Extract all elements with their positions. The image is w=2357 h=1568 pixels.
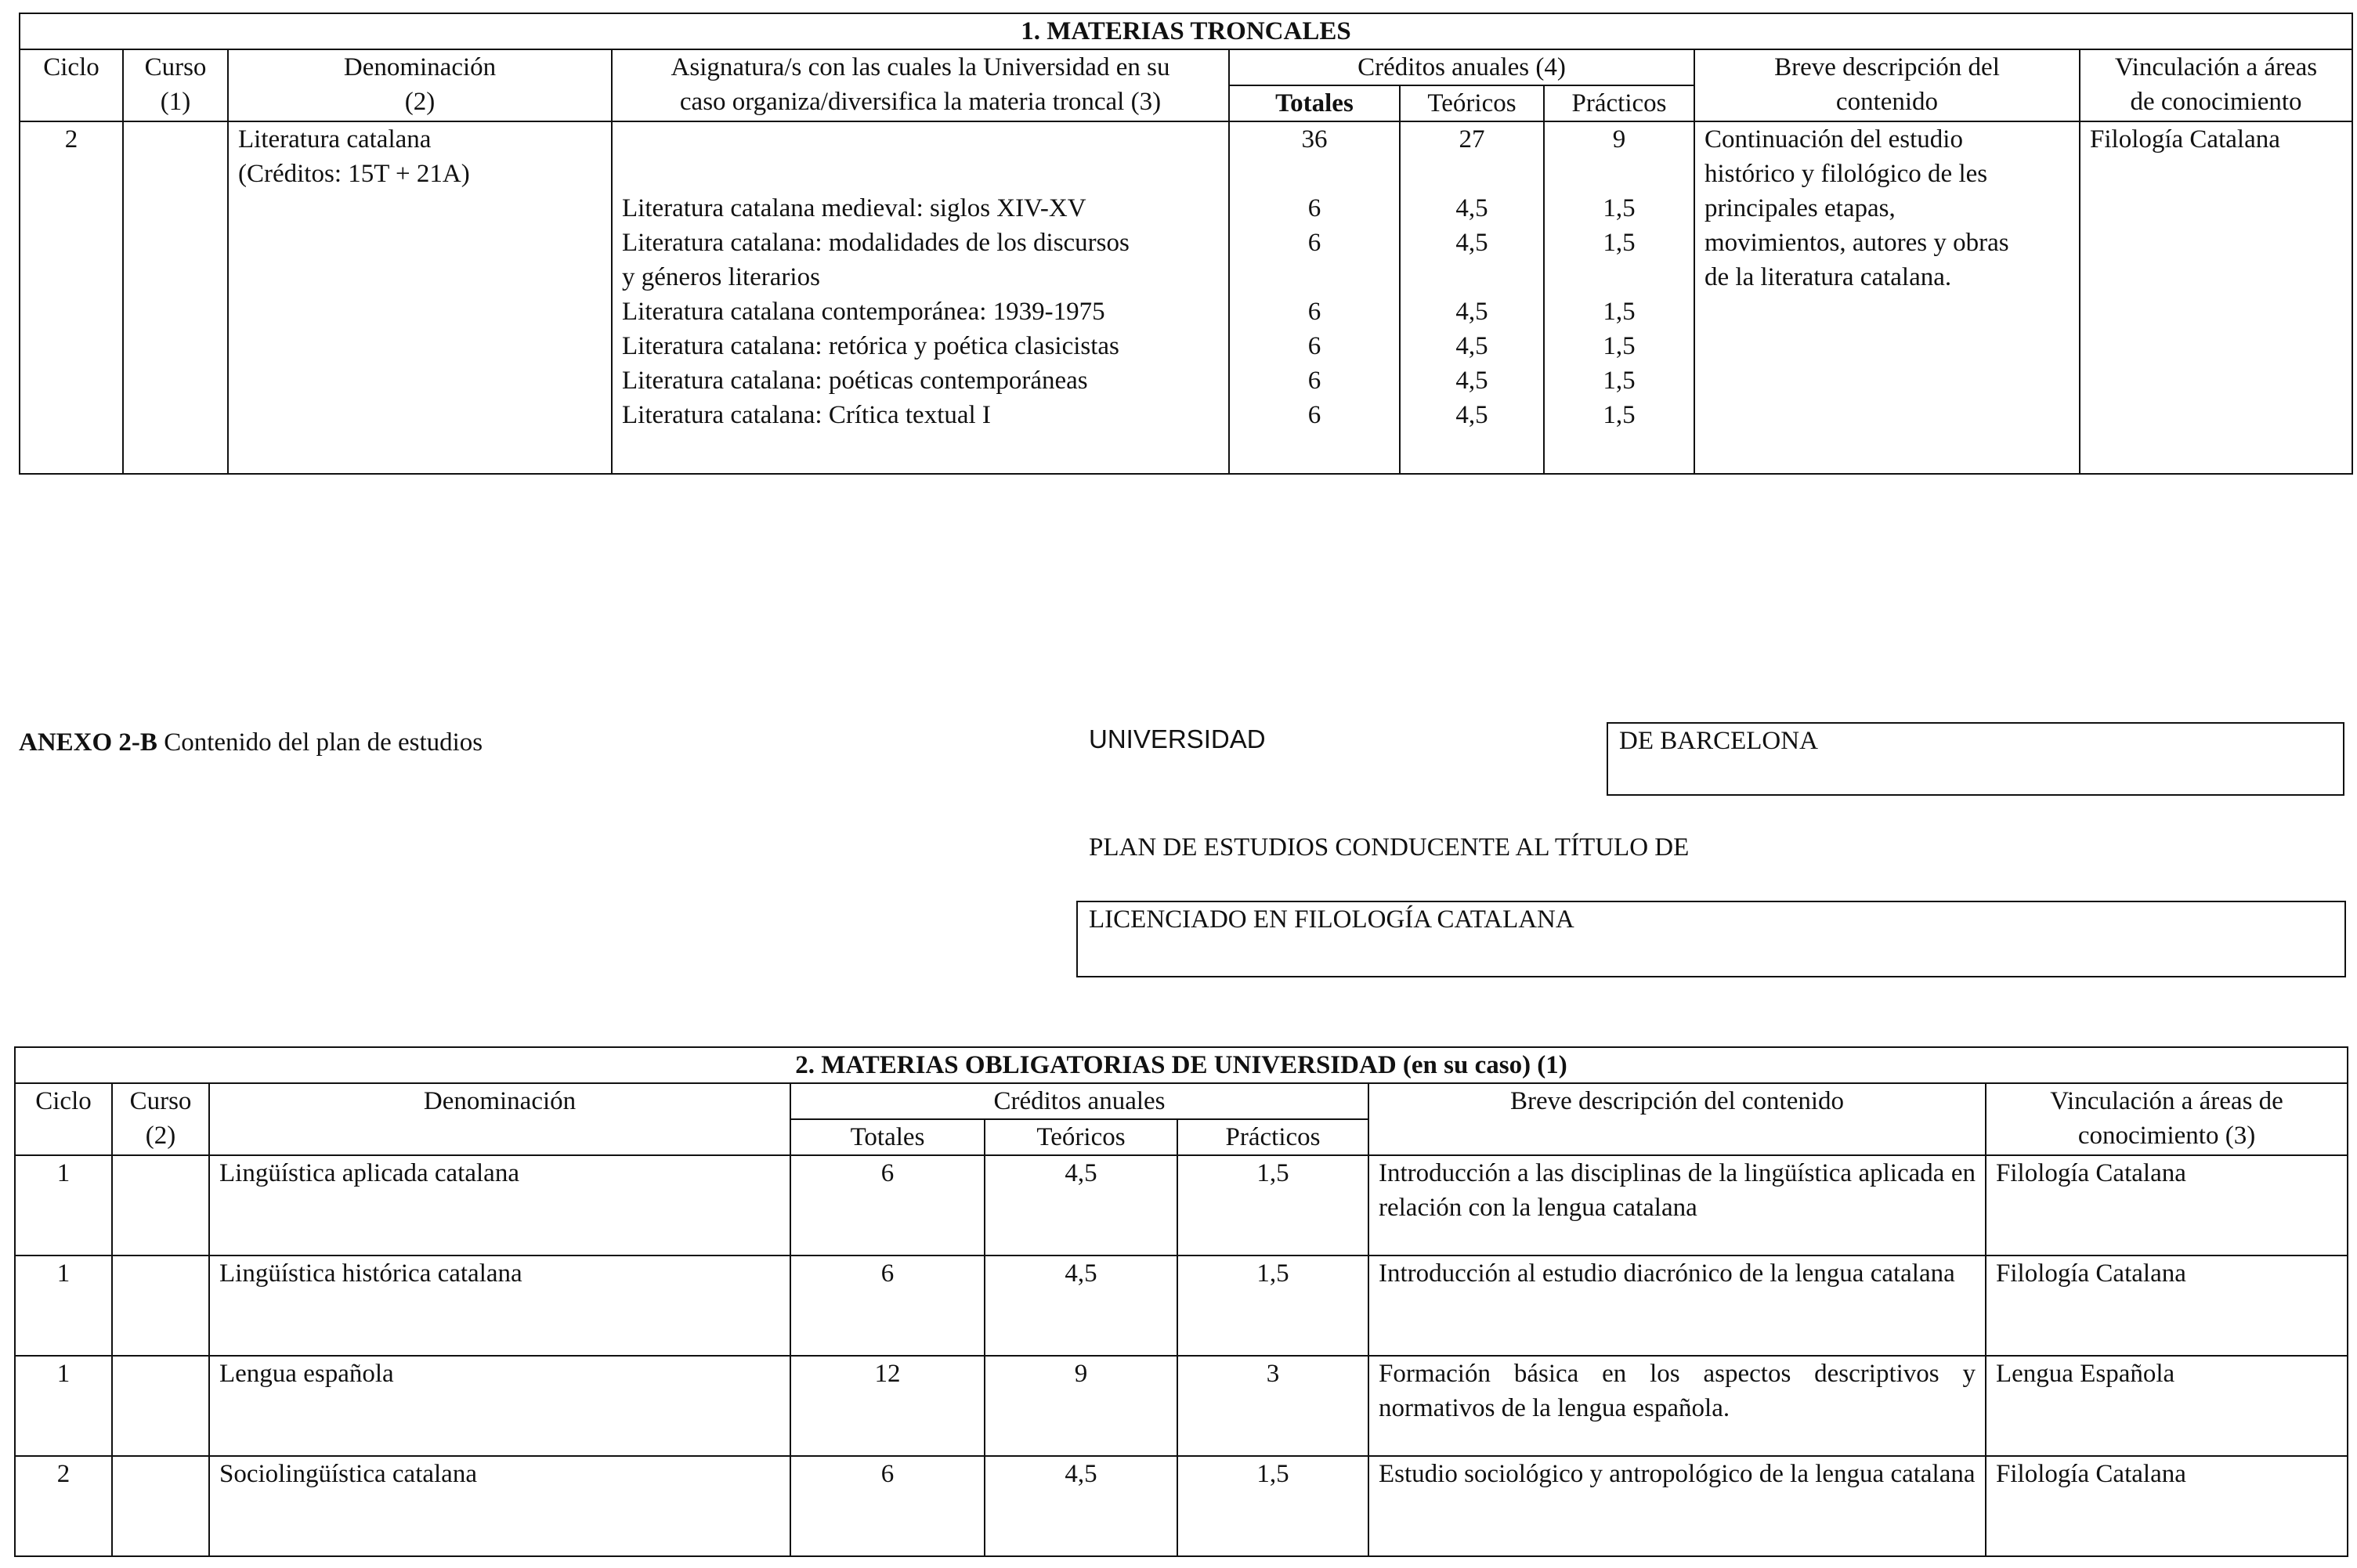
table-row [15,1456,2348,1556]
row-practicos: 9 1,5 1,5 1,5 1,5 1,5 1,5 [1544,121,1694,474]
table-row [15,1155,2348,1255]
cell-vinculacion: Filología Catalana [1986,1456,2348,1556]
cell-ciclo: 1 [15,1356,112,1456]
cell-denominacion: Lingüística aplicada catalana [209,1155,790,1255]
cell-descripcion: Introducción a las disciplinas de la lingüística aplicada en relación con la lengua catalana [1368,1155,1986,1255]
cell-totales: 6 [790,1456,985,1556]
cell-vinculacion: Filología Catalana [1986,1155,2348,1255]
cell-totales: 6 [790,1155,985,1255]
plan-label: PLAN DE ESTUDIOS CONDUCENTE AL TÍTULO DE [1089,833,1690,862]
cell-teoricos: 4,5 [985,1456,1177,1556]
cell-curso [112,1255,209,1356]
row-ciclo: 2 [20,121,123,474]
universidad-value: DE BARCELONA [1619,727,1818,755]
col-header-vinculacion: Vinculación a áreas de conocimiento [2080,49,2352,121]
titulo-value: LICENCIADO EN FILOLOGÍA CATALANA [1089,905,1574,934]
titulo-value-box [1076,901,2346,977]
cell-denominacion: Lengua española [209,1356,790,1456]
t2-col-header-totales: Totales [790,1119,985,1155]
cell-practicos: 1,5 [1177,1255,1368,1356]
cell-vinculacion: Lengua Española [1986,1356,2348,1456]
row-asignaturas: Literatura catalana medieval: siglos XIV-XV Literatura catalana: modalidades de los discursos y géneros literarios Literatura catalana contemporánea: 1939-1975 Literatura catalana: retórica y poética clasicistas Literatura catalana: poéticas contemporáneas Literatura catalana: Crítica textual I [612,121,1229,474]
anexo-label: ANEXO 2-B Contenido del plan de estudios [19,728,483,757]
col-header-curso: Curso (1) [123,49,228,121]
table-row [15,1356,2348,1456]
cell-ciclo: 1 [15,1155,112,1255]
col-header-teoricos: Teóricos [1400,85,1544,121]
row-vinculacion: Filología Catalana [2080,121,2352,474]
cell-teoricos: 4,5 [985,1155,1177,1255]
cell-curso [112,1456,209,1556]
col-header-practicos: Prácticos [1544,85,1694,121]
col-header-denominacion: Denominación (2) [228,49,612,121]
table1-title: 1. MATERIAS TRONCALES [20,13,2352,49]
cell-vinculacion: Filología Catalana [1986,1255,2348,1356]
t2-col-header-practicos: Prácticos [1177,1119,1368,1155]
col-header-descripcion: Breve descripción del contenido [1694,49,2080,121]
cell-teoricos: 9 [985,1356,1177,1456]
cell-curso [112,1155,209,1255]
t2-col-header-teoricos: Teóricos [985,1119,1177,1155]
row-teoricos: 27 4,5 4,5 4,5 4,5 4,5 4,5 [1400,121,1544,474]
col-header-asignaturas: Asignatura/s con las cuales la Universidad en su caso organiza/diversifica la materia troncal (3) [612,49,1229,121]
t2-col-header-denominacion: Denominación [209,1083,790,1155]
cell-descripcion: Estudio sociológico y antropológico de la lengua catalana [1368,1456,1986,1556]
cell-totales: 12 [790,1356,985,1456]
col-header-totales: Totales [1229,85,1400,121]
t2-col-header-vinculacion: Vinculación a áreas de conocimiento (3) [1986,1083,2348,1155]
cell-denominacion: Sociolingüística catalana [209,1456,790,1556]
cell-practicos: 3 [1177,1356,1368,1456]
cell-denominacion: Lingüística histórica catalana [209,1255,790,1356]
table-row [15,1255,2348,1356]
cell-practicos: 1,5 [1177,1456,1368,1556]
universidad-value-box [1607,722,2344,796]
t2-col-header-curso: Curso (2) [112,1083,209,1155]
row-descripcion: Continuación del estudio histórico y filológico de les principales etapas, movimientos, autores y obras de la literatura catalana. [1694,121,2080,474]
cell-descripcion: Introducción al estudio diacrónico de la lengua catalana [1368,1255,1986,1356]
cell-teoricos: 4,5 [985,1255,1177,1356]
col-header-creditos: Créditos anuales (4) [1229,49,1694,85]
row-curso [123,121,228,474]
t2-col-header-descripcion: Breve descripción del contenido [1368,1083,1986,1155]
col-header-ciclo: Ciclo [20,49,123,121]
materias-obligatorias-table [14,1046,2348,1557]
universidad-label: UNIVERSIDAD [1089,724,1266,753]
materias-troncales-table [19,13,2353,475]
cell-curso [112,1356,209,1456]
cell-descripcion: Formación básica en los aspectos descriptivos y normativos de la lengua española. [1368,1356,1986,1456]
cell-practicos: 1,5 [1177,1155,1368,1255]
cell-ciclo: 1 [15,1255,112,1356]
row-totales: 36 6 6 6 6 6 6 [1229,121,1400,474]
cell-totales: 6 [790,1255,985,1356]
t2-col-header-creditos: Créditos anuales [790,1083,1368,1119]
table2-title: 2. MATERIAS OBLIGATORIAS DE UNIVERSIDAD (en su caso) (1) [15,1047,2348,1083]
cell-ciclo: 2 [15,1456,112,1556]
t2-col-header-ciclo: Ciclo [15,1083,112,1155]
row-denominacion: Literatura catalana (Créditos: 15T + 21A) [228,121,612,474]
